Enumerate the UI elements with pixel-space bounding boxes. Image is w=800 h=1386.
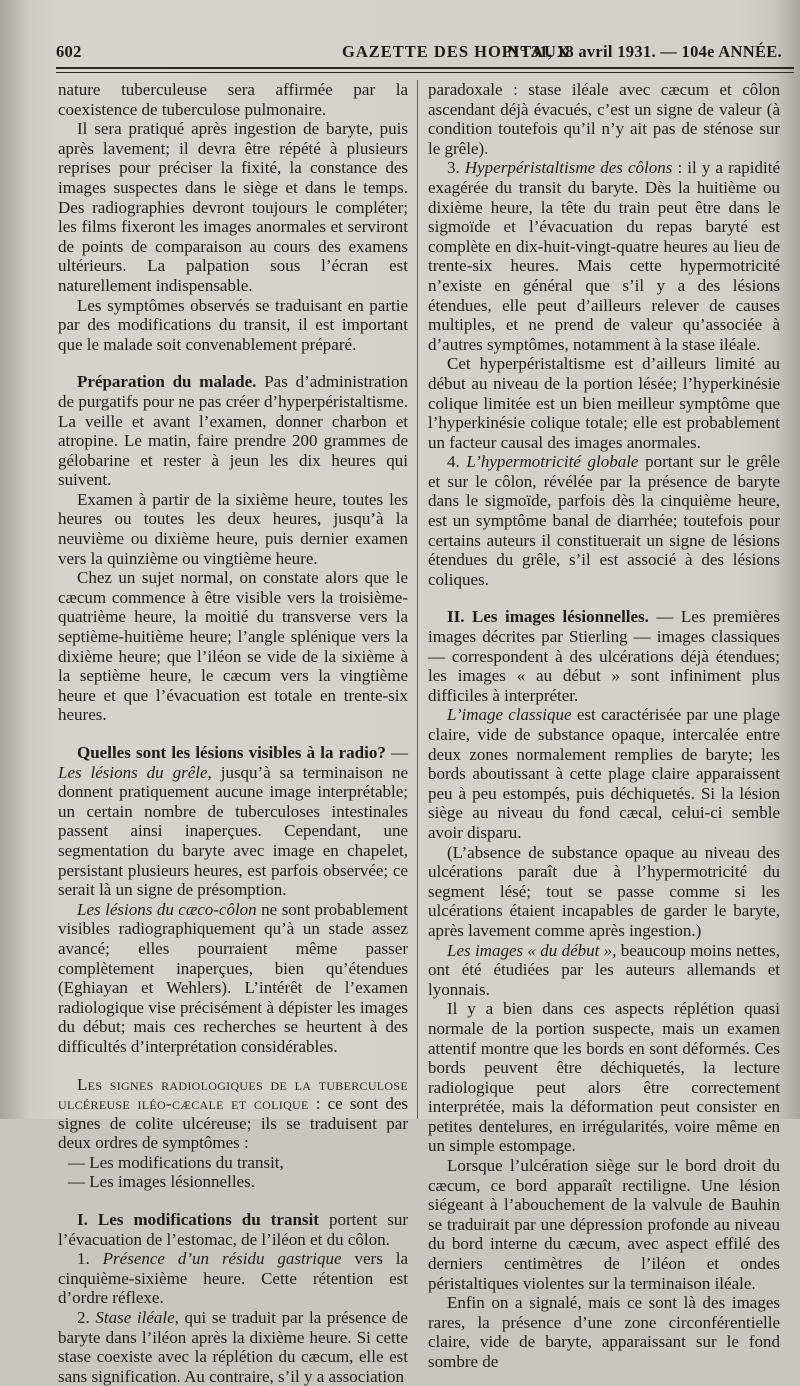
left-column — [58, 80, 409, 1386]
section-heading: II. Les images lésionnelles. — [447, 607, 649, 627]
right-column — [428, 80, 780, 1371]
paragraph: L’image classique est caractérisée par une plage claire, vide de substance opaque, intercalée entre deux zones normalement remplies de baryte; les bords aboutissant à cette plage claire apparaissent peu à peu estompés, puis déchiquetés. Si la lésion siège au niveau du fond cæcal, celui-ci semble avoir disparu. — [428, 705, 780, 842]
header-rule-thin — [56, 72, 794, 73]
journal-title: GAZETTE DES HOPITAUX — [342, 42, 570, 61]
paragraph: Il y a bien dans ces aspects réplétion quasi normale de la portion suspecte, mais un examen attentif montre que les bords en sont déformés. Ces bords peuvent être déchiquetés, la lecture radiologique peut alors être correctement interprétée, mais la déformation peut consister en petites dentelures, en irrégularités, voire même en un simple estompage. — [428, 999, 780, 1156]
paragraph: 1. Présence d’un résidu gastrique vers la cinquième-sixième heure. Cette rétention est d’ordre réflexe. — [58, 1249, 408, 1308]
paragraph: 4. L’hypermotricité globale portant sur le grêle et sur le côlon, révélée par la présence de baryte dans le sigmoïde, parfois dès la cinquième heure, est un symptôme banal de diarrhée; toutefois pour certains auteurs il constituerait un signe de lésions étendues du grêle, s’il est associé à des lésions coliques. — [428, 452, 780, 589]
paragraph: Quelles sont les lésions visibles à la radio? — Les lésions du grêle, jusqu’à sa terminaison ne donnent pratiquement aucune image interprétable; un certain nombre de tuberculoses intestinales passent ainsi inaperçues. Cependant, une segmentation du baryte avec image en chapelet, persistant plusieurs heures, est parfois observée; ce serait là un signe de présomption. — [58, 743, 409, 900]
running-header — [56, 42, 796, 64]
column-divider — [417, 80, 418, 1119]
paragraph: Cet hyperpéristaltisme est d’ailleurs limité au début au niveau de la portion lésée; l’hyperkinésie colique limitée est un bien meilleur symptôme que l’hyperkinésie colique totale; elle est probablement un facteur causal des images anormales. — [428, 354, 780, 452]
paragraph: 2. Stase iléale, qui se traduit par la présence de baryte dans l’iléon après la dixième heure. Si cette stase coexiste avec la réplétion du cæcum, elle est sans signification. Au contraire, s’il y a association — [58, 1308, 408, 1386]
list-item: — Les modifications du transit, — [68, 1152, 284, 1172]
issue-info: N° 31, 18 avril 1931. — 104e ANNÉE. — [507, 42, 782, 61]
page-number: 602 — [56, 42, 82, 61]
paragraph: Les lésions du cæco-côlon ne sont probablement visibles radiographiquement qu’à un stade assez avancé; elles pourraient même passer complètement inaperçues, bien qu’étendues (Eghiayan et Wehlers). L’intérêt de l’examen radiologique vise précisément à dépister les images du début; mais ces recherches se heurtent à des difficultés d’interprétation considérables. — [58, 899, 408, 1056]
paragraph: Enfin on a signalé, mais ce sont là des images rares, la présence d’une zone circonférentielle claire, vide de baryte, apparaissant sur le fond sombre de — [428, 1293, 780, 1371]
header-rule-thick — [56, 67, 794, 69]
section-heading: Préparation du malade. — [77, 372, 257, 392]
paragraph: Préparation du malade. Pas d’administration de purgatifs pour ne pas créer d’hyperpéristaltisme. La veille et avant l’examen, donner charbon et atropine. Le matin, faire prendre 200 grammes de gélobarine et rester à jeun les dix heures qui suivent. — [58, 372, 408, 490]
paragraph: Lorsque l’ulcération siège sur le bord droit du cæcum, ce bord apparaît rectiligne. Une lésion siégeant à l’abouchement de la valvule de Bauhin se traduirait par une dépression profonde au niveau du bord interne du cæcum, avec aspect effilé des derniers centimètres de l’iléon et ondes péristaltiques violentes sur la terminaison iléale. — [428, 1156, 780, 1293]
paragraph: Examen à partir de la sixième heure, toutes les heures ou toutes les deux heures, jusqu’à la neuvième ou dixième heure, puis dernier examen vers la quinzième ou vingtième heure. — [58, 489, 408, 568]
list-item: — Les images lésionnelles. — [68, 1172, 255, 1192]
paragraph: 3. Hyperpéristaltisme des côlons : il y a rapidité exagérée du transit du baryte. Dès la huitième ou dixième heure, la tête du train peut être dans le sigmoïde et l’évacuation du repas baryté est complète en dix-huit-vingt-quatre heures au lieu de trente-six heures. Mais cette hypermotricité n’existe en général que s’il y a des lésions étendues, elle peut d’ailleurs relever de causes multiples, et ne prend de valeur qu’associée à d’autres symptômes, notamment à la stase iléale. — [428, 158, 780, 354]
small-caps-heading: Les signes radiologiques de la tuberculose ulcéreuse iléo-cæcale et colique — [58, 1074, 408, 1114]
paragraph: Les images « du début », beaucoup moins nettes, ont été étudiées par les auteurs allemands et lyonnais. — [428, 940, 780, 999]
paragraph: nature tuberculeuse sera affirmée par la coexistence de tuberculose pulmonaire. — [58, 80, 408, 119]
section-heading: Quelles sont les lésions visibles à la radio? — [77, 743, 386, 762]
paragraph: II. Les images lésionnelles. — Les premières images décrites par Stierling — images classiques — correspondent à des ulcérations déjà étendues; les images « au début » sont infiniment plus difficiles à interpréter. — [428, 607, 780, 705]
paragraph: Les symptômes observés se traduisant en partie par des modifications du transit, il est important que le malade soit convenablement préparé. — [58, 295, 408, 354]
paragraph: paradoxale : stase iléale avec cæcum et côlon ascendant déjà évacués, c’est un signe de valeur (à condition toutefois qu’il n’y ait pas de sténose sur le grêle). — [428, 80, 780, 158]
section-heading: I. Les modifications du transit — [77, 1210, 319, 1230]
paragraph: I. Les modifications du transit portent sur l’évacuation de l’estomac, de l’iléon et du côlon. — [58, 1210, 408, 1249]
paragraph: Les signes radiologiques de la tuberculose ulcéreuse iléo-cæcale et colique : ce sont des signes de colite ulcéreuse; ils se traduisent par deux ordres de symptômes : — [58, 1074, 408, 1153]
paragraph: (L’absence de substance opaque au niveau des ulcérations paraît due à l’hypermotricité du segment lésé; tout se passe comme si les ulcérations étaient incapables de garder le baryte, après lavement comme après ingestion.) — [428, 842, 780, 940]
paragraph: Il sera pratiqué après ingestion de baryte, puis après lavement; il devra être répété à plusieurs reprises pour préciser la fixité, la constance des images suspectes dans le siège et dans le temps. Des radiographies devront toujours le compléter; les films fixeront les images anormales et serviront de points de comparaison au cours des examens ultérieurs. La palpation sous l’écran est naturellement indispensable. — [58, 119, 408, 295]
paragraph: Chez un sujet normal, on constate alors que le cæcum commence à être visible vers la troisième-quatrième heure, la moitié du transverse vers la septième-huitième heure; l’angle splénique vers la dixième heure; que l’iléon se vide de la sixième à la septième heure, le cæcum vers la vingtième heure et que l’évacuation est totale en trente-six heures. — [58, 568, 408, 725]
